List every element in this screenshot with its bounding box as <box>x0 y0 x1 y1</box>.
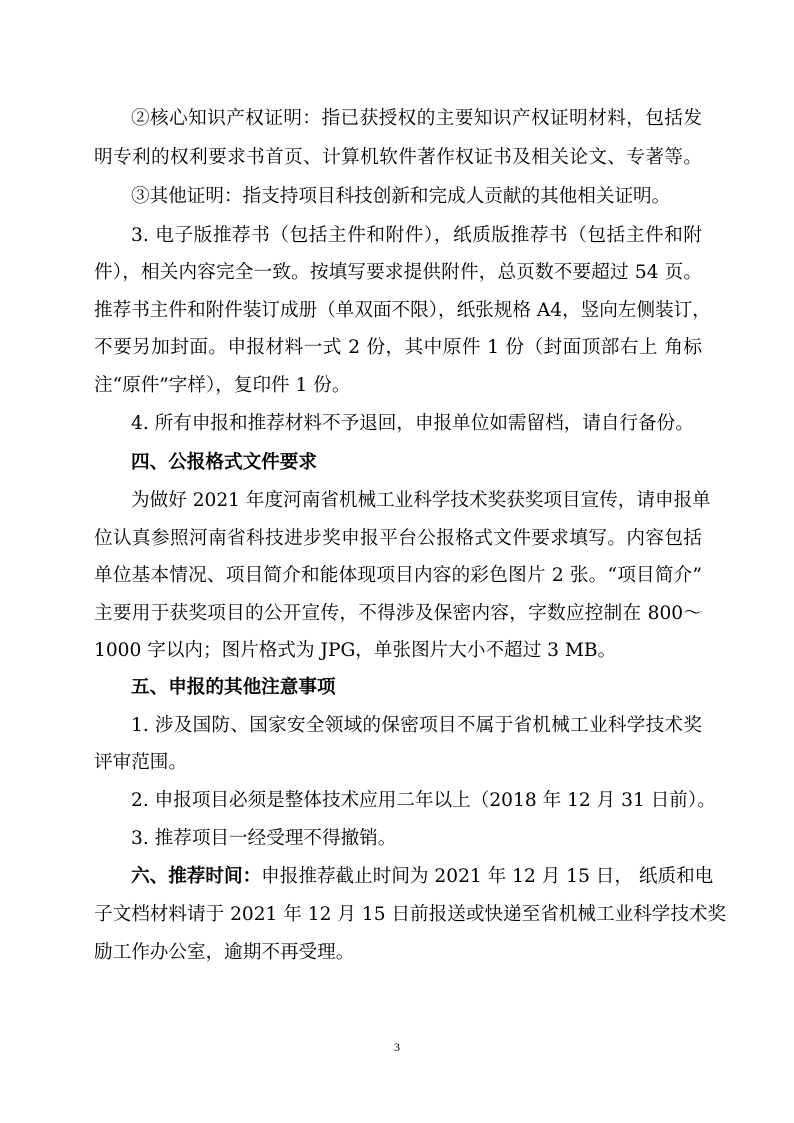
paragraph-line: 不要另加封面。申报材料一式 2 份，其中原件 1 份（封面顶部右上 角标 <box>94 337 702 358</box>
paragraph-line: 子文档材料请于 2021 年 12 月 15 日前报送或快递至省机械工业科学技术奖 <box>94 904 727 925</box>
paragraph-line: 1000 字以内；图片格式为 JPG，单张图片大小不超过 3 MB。 <box>94 640 617 661</box>
paragraph-line: 位认真参照河南省科技进步奖申报平台公报格式文件要求填写。内容包括 <box>94 528 702 549</box>
paragraph-line: 件），相关内容完全一致。按填写要求提供附件，总页数不要超过 54 页。 <box>94 262 702 283</box>
paragraph-line: 4. 所有申报和推荐材料不予退回，申报单位如需留档，请自行备份。 <box>131 413 694 434</box>
paragraph-text: 申报推荐截止时间为 2021 年 12 月 15 日， 纸质和电 <box>261 866 714 887</box>
paragraph-line: 评审范围。 <box>94 752 187 773</box>
paragraph-line: 励工作办公室，逾期不再受理。 <box>94 942 355 963</box>
paragraph-line: 推荐书主件和附件装订成册（单双面不限），纸张规格 A4，竖向左侧装订， <box>94 300 711 321</box>
section-heading: 四、公报格式文件要求 <box>131 452 317 473</box>
paragraph-line: 注“原件”字样），复印件 1 份。 <box>94 375 351 396</box>
paragraph-line: ③其他证明：指支持项目科技创新和完成人贡献的其他相关证明。 <box>131 186 671 207</box>
paragraph-line: 1. 涉及国防、国家安全领域的保密项目不属于省机械工业科学技术奖 <box>131 715 702 736</box>
page-number: 3 <box>394 1040 400 1054</box>
paragraph-line: 3. 推荐项目一经受理不得撤销。 <box>131 828 397 849</box>
paragraph-line: ②核心知识产权证明：指已获授权的主要知识产权证明材料，包括发 <box>131 108 702 129</box>
paragraph-line: 明专利的权利要求书首页、计算机软件著作权证书及相关论文、专著等。 <box>94 147 702 168</box>
paragraph-line: 主要用于获奖项目的公开宣传，不得涉及保密内容，字数应控制在 800～ <box>94 603 702 624</box>
section-heading-inline: 六、推荐时间： <box>131 866 262 887</box>
paragraph-line: 单位基本情况、项目简介和能体现项目内容的彩色图片 2 张。“项目简介” <box>94 565 702 586</box>
paragraph-line <box>131 860 714 894</box>
paragraph-line: 2. 申报项目必须是整体技术应用二年以上（2018 年 12 月 31 日前）。 <box>131 790 716 811</box>
section-heading: 五、申报的其他注意事项 <box>131 677 336 698</box>
paragraph-line: 为做好 2021 年度河南省机械工业科学技术奖获奖项目宣传，请申报单 <box>131 490 711 511</box>
paragraph-line: 3. 电子版推荐书（包括主件和附件），纸质版推荐书（包括主件和附 <box>131 225 702 246</box>
